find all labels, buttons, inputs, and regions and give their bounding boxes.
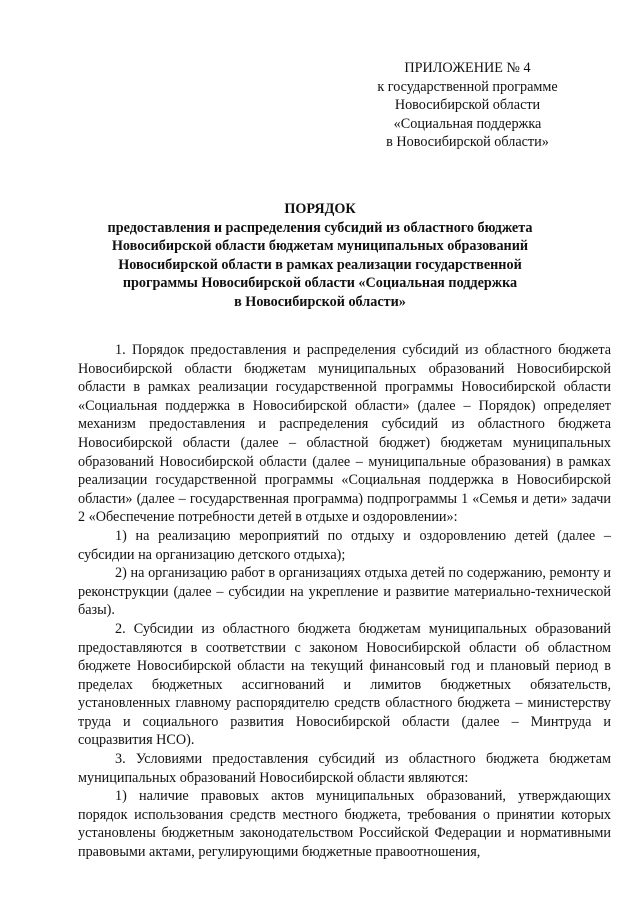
title-line: программы Новосибирской области «Социальная поддержка bbox=[122, 275, 518, 292]
title-line: в Новосибирской области» bbox=[234, 293, 406, 310]
appendix-line: «Социальная поддержка bbox=[393, 115, 542, 132]
paragraph-2: 2. Субсидии из областного бюджета бюджетам муниципальных образований предоставляются в соответствии с законом Новосибирской области об областном бюджете Новосибирской области на текущий финансовый год и плановый период в пределах бюджетных ассигнований и лимитов бюджетных обязательств, установленных главному распорядителю средств областного бюджета – министерству труда и социального развития Новосибирской области (далее – Минтруда и соцразвития НСО). bbox=[78, 620, 611, 749]
appendix-header bbox=[340, 59, 595, 152]
appendix-line: Новосибирской области bbox=[394, 97, 541, 114]
title-line: предоставления и распределения субсидий из областного бюджета bbox=[107, 219, 533, 236]
paragraph-1-item-1: 1) на реализацию мероприятий по отдыху и оздоровлению детей (далее – субсидии на организацию детского отдыха); bbox=[78, 527, 611, 563]
appendix-line: в Новосибирской области» bbox=[386, 134, 549, 151]
appendix-line: ПРИЛОЖЕНИЕ № 4 bbox=[404, 60, 531, 76]
document-body bbox=[78, 341, 611, 862]
paragraph-3-item-1: 1) наличие правовых актов муниципальных образований, утверждающих порядок использования средств местного бюджета, требования о принятии которых установлены бюджетным законодательством Российской Федерации и нормативными правовыми актами, регулирующими бюджетные правоотношения, bbox=[78, 788, 611, 861]
paragraph-3: 3. Условиями предоставления субсидий из областного бюджета бюджетам муниципальных образований Новосибирской области являются: bbox=[78, 751, 611, 786]
document-title bbox=[60, 200, 580, 312]
title-heading: ПОРЯДОК bbox=[284, 201, 356, 217]
paragraph-1-item-2: 2) на организацию работ в организациях отдыха детей по содержанию, ремонту и реконструкции (далее – субсидии на укрепление и развитие материально-технической базы). bbox=[78, 565, 611, 619]
paragraph-1: 1. Порядок предоставления и распределения субсидий из областного бюджета Новосибирской области бюджетам муниципальных образований Новосибирской области в рамках реализации государственной программы Новосибирской области «Социальная поддержка в Новосибирской области» (далее – Порядок) определяет механизм предоставления и распределения субсидий из областного бюджета Новосибирской области (далее – областной бюджет) бюджетам муниципальных образований Новосибирской области (далее – муниципальные образования) в рамках реализации государственной программы «Социальная поддержка в Новосибирской области» (далее – государственная программа) подпрограммы 1 «Семья и дети» задачи 2 «Обеспечение потребности детей в отдыхе и оздоровлении»: bbox=[78, 342, 611, 526]
appendix-line: к государственной программе bbox=[377, 78, 558, 95]
title-line: Новосибирской области бюджетам муниципальных образований bbox=[111, 238, 529, 255]
title-line: Новосибирской области в рамках реализации государственной bbox=[118, 256, 522, 273]
